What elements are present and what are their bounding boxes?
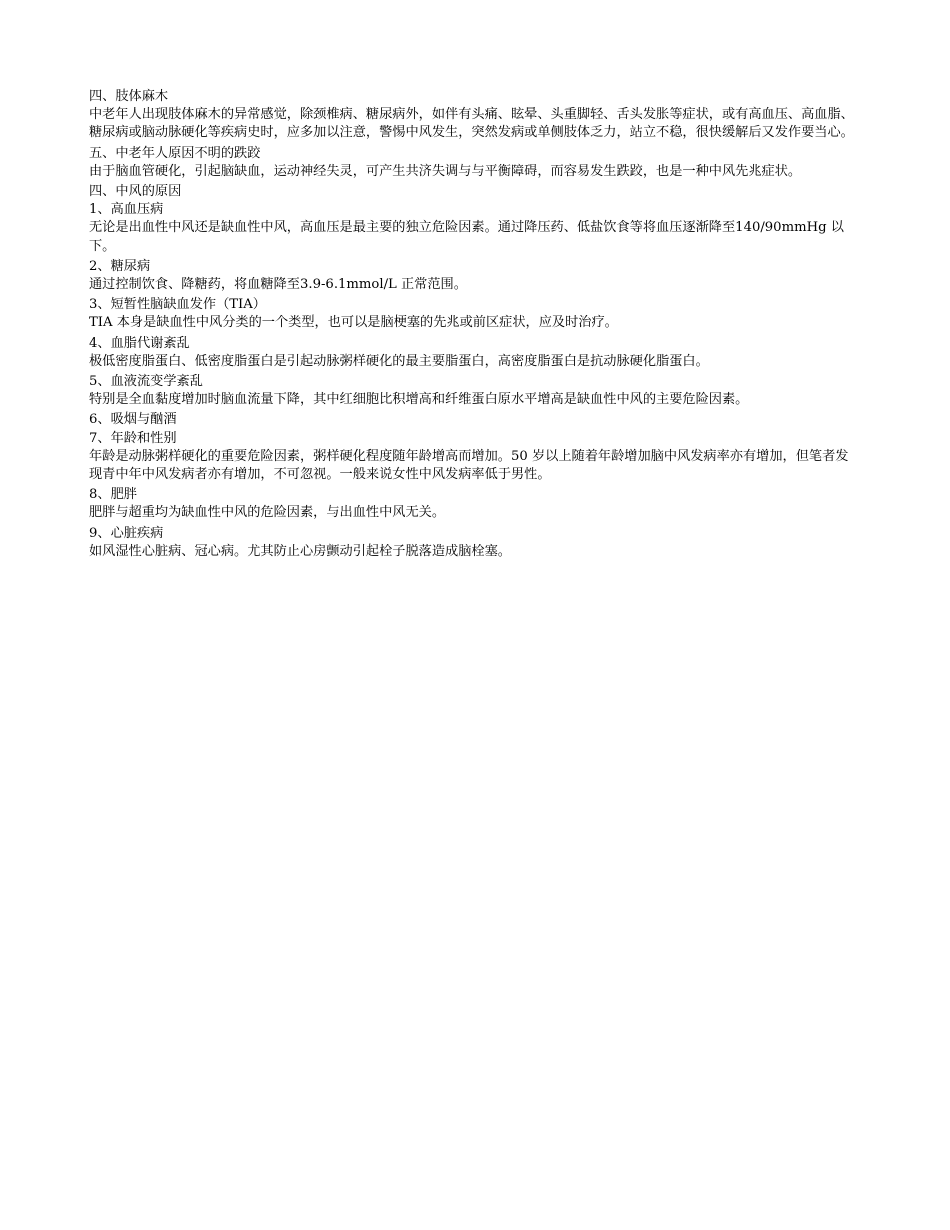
paragraph-heart-disease: 如风湿性心脏病、冠心病。尤其防止心房颤动引起栓子脱落造成脑栓塞。 bbox=[89, 543, 511, 559]
item-heading-smoking-drinking: 6、吸烟与酗酒 bbox=[89, 412, 177, 428]
item-heading-tia: 3、短暂性脑缺血发作（TIA） bbox=[89, 297, 266, 313]
item-heading-age-sex: 7、年龄和性别 bbox=[89, 430, 177, 446]
document-page bbox=[89, 88, 861, 563]
section-heading-unexplained-falls: 五、中老年人原因不明的跌跤 bbox=[89, 145, 261, 161]
paragraph-age-sex: 年龄是动脉粥样硬化的重要危险因素，粥样硬化程度随年龄增高而增加。50 岁以上随着年龄增加脑中风发病率亦有增加，但笔者发现青中年中风发病者亦有增加，不可忽视。一般来说女性中风发病率低于男性。 bbox=[89, 448, 849, 483]
paragraph-hemorheology: 特别是全血黏度增加时脑血流量下降，其中红细胞比积增高和纤维蛋白原水平增高是缺血性中风的主要危险因素。 bbox=[89, 392, 749, 408]
paragraph-lipid-disorder: 极低密度脂蛋白、低密度脂蛋白是引起动脉粥样硬化的最主要脂蛋白，高密度脂蛋白是抗动脉硬化脂蛋白。 bbox=[89, 353, 709, 369]
item-heading-lipid-disorder: 4、血脂代谢紊乱 bbox=[89, 335, 190, 351]
paragraph-obesity: 肥胖与超重均为缺血性中风的危险因素，与出血性中风无关。 bbox=[89, 505, 446, 521]
section-heading-limb-numbness: 四、肢体麻木 bbox=[89, 89, 169, 104]
paragraph-limb-numbness: 中老年人出现肢体麻木的异常感觉，除颈椎病、糖尿病外，如伴有头痛、眩晕、头重脚轻、舌头发胀等症状，或有高血压、高血脂、糖尿病或脑动脉硬化等疾病史时，应多加以注意，警惕中风发生，突然发病或单侧肢体乏力，站立不稳，很快缓解后又发作要当心。 bbox=[89, 107, 854, 141]
paragraph-tia: TIA 本身是缺血性中风分类的一个类型，也可以是脑梗塞的先兆或前区症状，应及时治疗。 bbox=[89, 315, 618, 331]
item-heading-hemorheology: 5、血液流变学紊乱 bbox=[89, 374, 203, 390]
paragraph-hypertension: 无论是出血性中风还是缺血性中风，高血压是最主要的独立危险因素。通过降压药、低盐饮食等将血压逐渐降至140/90mmHg 以下。 bbox=[89, 220, 844, 254]
item-heading-heart-disease: 9、心脏疾病 bbox=[89, 525, 164, 541]
section-heading-stroke-causes: 四、中风的原因 bbox=[89, 184, 182, 200]
item-heading-obesity: 8、肥胖 bbox=[89, 487, 137, 503]
item-heading-hypertension: 1、高血压病 bbox=[89, 202, 164, 218]
paragraph-unexplained-falls: 由于脑血管硬化，引起脑缺血，运动神经失灵，可产生共济失调与与平衡障碍，而容易发生跌跤，也是一种中风先兆症状。 bbox=[89, 163, 802, 179]
paragraph-diabetes: 通过控制饮食、降糖药，将血糖降至3.9-6.1mmol/L 正常范围。 bbox=[89, 277, 467, 293]
item-heading-diabetes: 2、糖尿病 bbox=[89, 258, 151, 274]
